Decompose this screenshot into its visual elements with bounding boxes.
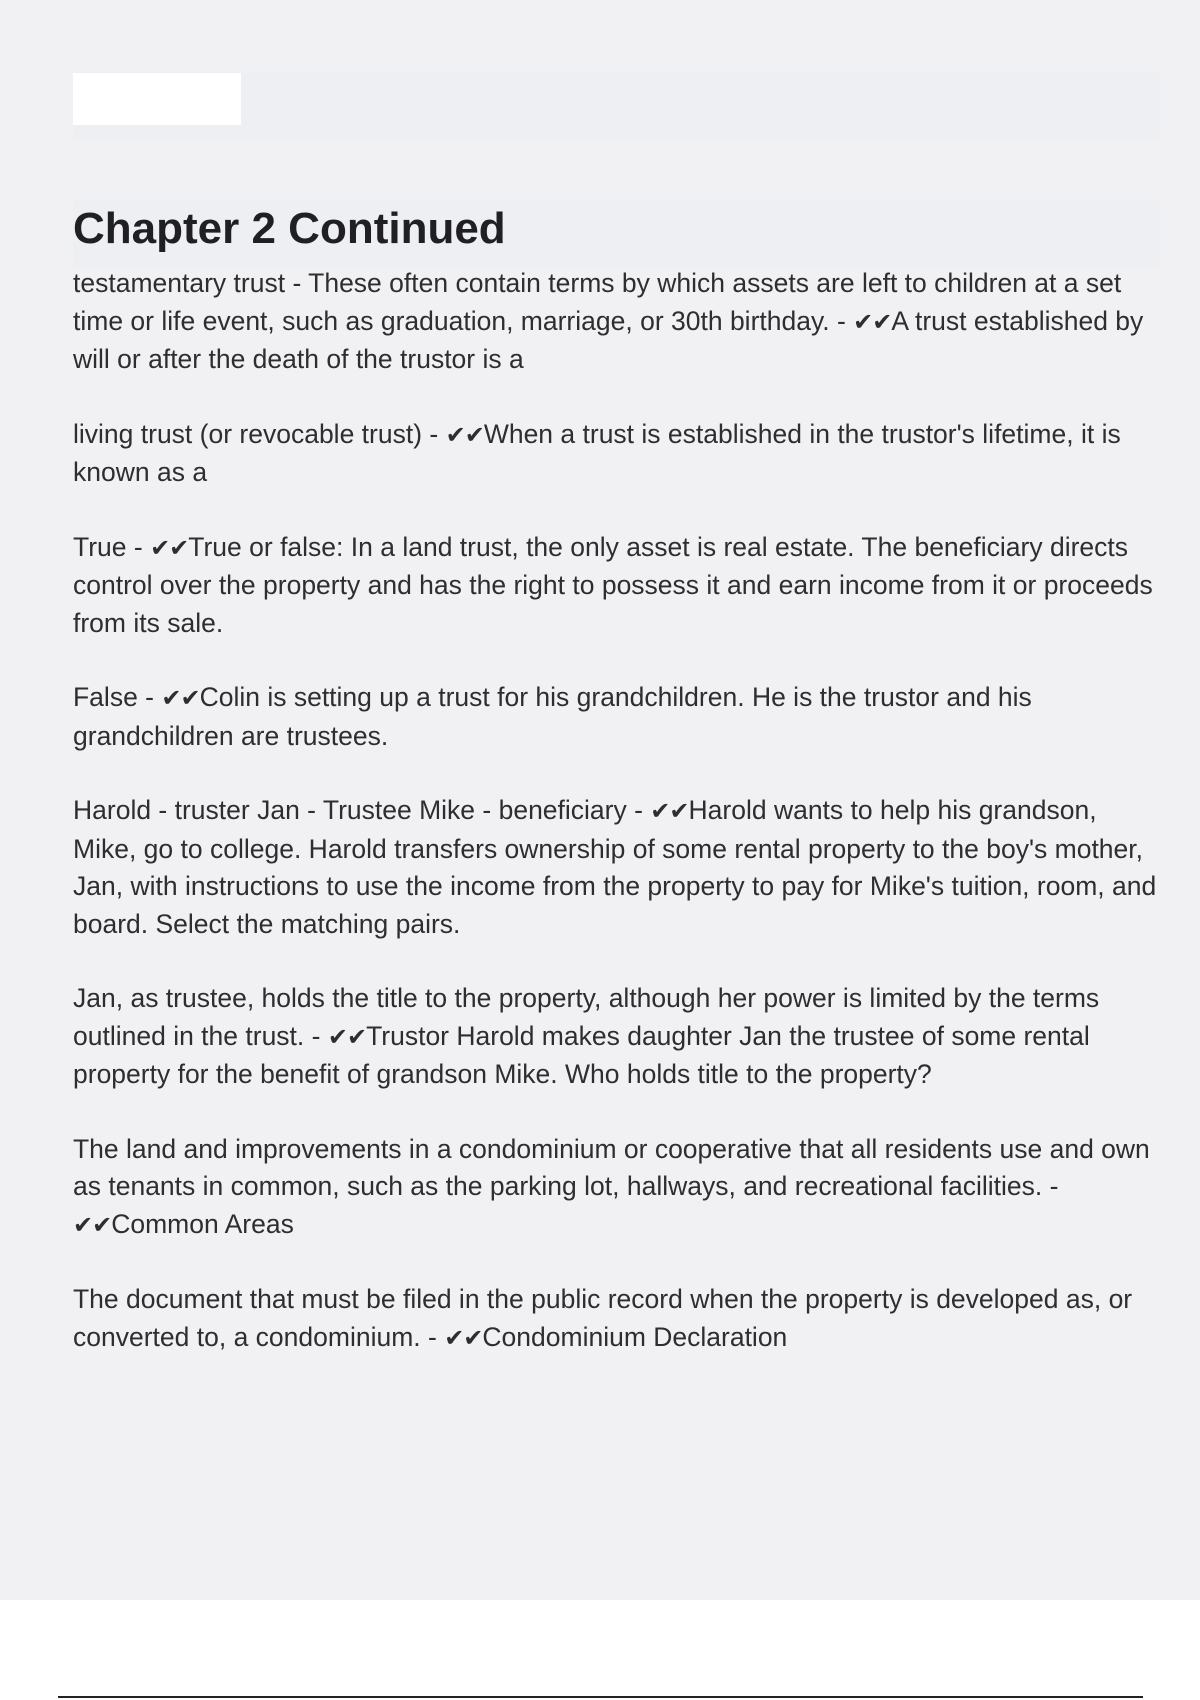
header-logo-placeholder: [73, 73, 241, 125]
entry-term: Harold - truster Jan - Trustee Mike - beneficiary -: [73, 795, 651, 825]
entry-term: Jan, as trustee, holds the title to the property, although her power is limited by the terms outlined in the trust. -: [73, 983, 1100, 1051]
flashcard-list: [73, 265, 1165, 1394]
double-check-icon: ✔✔: [444, 1323, 483, 1352]
double-check-icon: ✔✔: [650, 797, 689, 825]
entry-term: testamentary trust - These often contain terms by which assets are left to children at a set time or life event, such as graduation, marriage, or 30th birthday. -: [73, 268, 1122, 336]
flashcard-entry: [73, 792, 1165, 943]
flashcard-entry: [73, 1131, 1165, 1245]
flashcard-entry: [73, 980, 1165, 1094]
entry-term: True -: [73, 531, 151, 562]
entry-term: living trust (or revocable trust) -: [73, 418, 446, 449]
entry-definition: Common Areas: [111, 1208, 294, 1239]
entry-definition: When a trust is established in the trustor's lifetime, it is known as a: [73, 418, 1121, 487]
double-check-icon: ✔✔: [853, 307, 892, 336]
entry-definition: Condominium Declaration: [482, 1321, 788, 1352]
flashcard-entry: [73, 1281, 1165, 1357]
double-check-icon: ✔✔: [150, 533, 189, 562]
entry-definition: Colin is setting up a trust for his grandchildren. He is the trustor and his grandchildren are trustees.: [73, 682, 1032, 751]
double-check-icon: ✔✔: [73, 1210, 112, 1239]
double-check-icon: ✔✔: [445, 420, 484, 449]
flashcard-entry: [73, 679, 1165, 755]
entry-definition: Trustor Harold makes daughter Jan the trustee of some rental property for the benefit of grandson Mike. Who holds title to the property?: [73, 1020, 1090, 1089]
flashcard-entry: [73, 265, 1165, 379]
entry-definition: True or false: In a land trust, the only asset is real estate. The beneficiary directs control over the property and has the right to possess it and earn income from it or proceeds from its sale.: [73, 531, 1153, 638]
entry-definition: Harold wants to help his grandson, Mike, go to college. Harold transfers ownership of some rental property to the boy's mother, Jan, with instructions to use the income from the property to pay for Mike's tuition, room, and board. Select the matching pairs.: [73, 795, 1157, 939]
entry-term: The document that must be filed in the public record when the property is developed as, or converted to, a condominium. -: [73, 1284, 1133, 1352]
flashcard-entry: [73, 416, 1165, 492]
footer-divider: [58, 1696, 1143, 1698]
double-check-icon: ✔✔: [327, 1022, 367, 1051]
page-title: Chapter 2 Continued: [73, 204, 506, 253]
entry-definition: A trust established by will or after the death of the trustor is a: [73, 305, 1144, 374]
entry-term: The land and improvements in a condominium or cooperative that all residents use and own as tenants in common, such as the parking lot, hallways, and recreational facilities. -: [73, 1133, 1150, 1201]
entry-term: False -: [73, 682, 162, 712]
flashcard-entry: [73, 529, 1165, 643]
double-check-icon: ✔✔: [161, 684, 200, 712]
